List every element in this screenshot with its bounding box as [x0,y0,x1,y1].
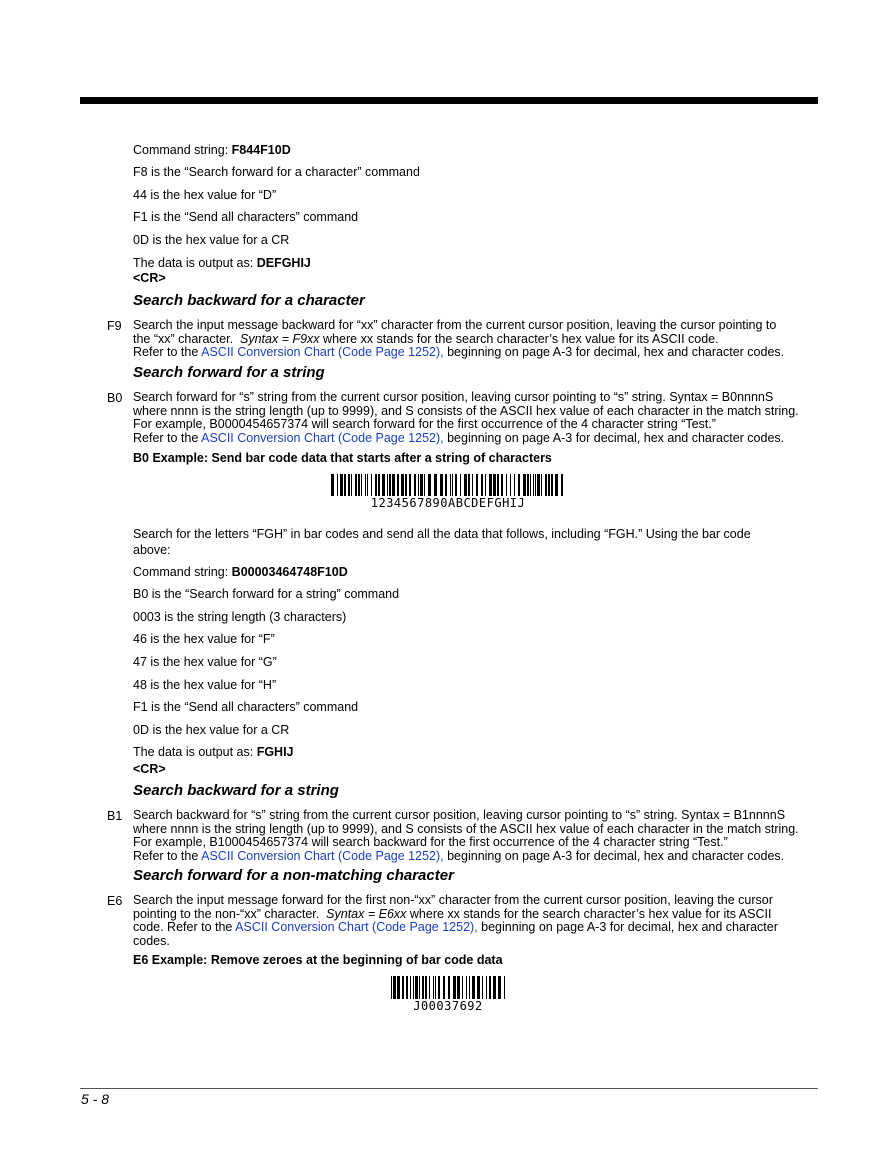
barcode-bar [401,474,404,496]
section-paragraph [133,391,818,445]
barcode-bar [409,474,411,496]
explanation-line: 46 is the hex value for “F” [133,632,275,646]
barcode-bar [340,474,343,496]
barcode-bar [523,474,526,496]
paragraph-line: pointing to the non-“xx” character. Syntax = E6xx where xx stands for the search character’s hex value for its ASCII [133,906,772,921]
barcode-bar [466,976,467,999]
barcode-bar [486,976,487,999]
barcode-bar [337,474,338,496]
explanation-line: 0D is the hex value for a CR [133,723,290,737]
paragraph-line: Search the input message backward for “xx” character from the current cursor position, leaving the cursor pointing to [133,318,777,332]
barcode-bar [477,976,480,999]
explanation-line: 0D is the hex value for a CR [133,233,290,247]
barcode-image [391,976,505,1013]
paragraph-line: where nnnn is the string length (up to 9999), and S consists of the ASCII hex value of each character in the match string. [133,403,799,418]
barcode-image [331,474,565,510]
command-code: B1 [107,809,123,823]
explanation-line: 44 is the hex value for “D” [133,188,277,202]
paragraph-line: Search forward for “s” string from the current cursor position, leaving cursor pointing to “s” string. Syntax = B0nnnnS [133,390,774,404]
barcode-bar [497,474,499,496]
section-heading: Search forward for a string [133,364,325,381]
output-line [133,745,294,759]
barcode-bar [482,976,483,999]
paragraph-line: Refer to the ASCII Conversion Chart (Code Page 1252), beginning on page A-3 for decimal, hex and character codes. [133,430,785,445]
barcode-bar [453,976,456,999]
barcode-bar [378,474,380,496]
barcode-bar [351,474,352,496]
example-title: B0 Example: Send bar code data that starts after a string of characters [133,451,552,465]
paragraph-line: codes. [133,933,170,948]
barcode-bar [472,474,473,496]
barcode-bar [551,474,553,496]
command-code: E6 [107,894,123,908]
barcode-bar [448,976,450,999]
barcode-bar [331,474,334,496]
output-cr [133,762,166,776]
barcode-bar [415,976,418,999]
barcode-bar [392,474,395,496]
explanation-line: 0003 is the string length (3 characters) [133,610,347,624]
barcode-bar [429,976,430,999]
output-value: FGHIJ [256,745,294,759]
barcode-bar [501,474,503,496]
barcode-bar [469,976,470,999]
barcode-bar [530,474,531,496]
explanation-line: F8 is the “Search forward for a character” command [133,165,420,179]
output-value: DEFGHIJ [256,256,311,270]
barcode-bar [422,976,424,999]
barcode-bar [545,474,547,496]
barcode-bar [418,474,419,496]
paragraph-line: Refer to the ASCII Conversion Chart (Code Page 1252), beginning on page A-3 for decimal, hex and character codes. [133,848,785,863]
barcode-bar [393,976,396,999]
barcode-bar [489,474,492,496]
explanation-line: B0 is the “Search forward for a string” command [133,587,400,601]
header-rule [80,97,818,104]
barcode-bar [402,976,404,999]
paragraph-line: Search the input message forward for the first non-“xx” character from the current cursor position, leaving the cursor [133,893,773,907]
command-label: Command string: [133,565,229,579]
paragraph-line: Search backward for “s” string from the current cursor position, leaving cursor pointing to “s” string. Syntax = B1nnnnS [133,808,786,822]
barcode-bar [375,474,377,496]
barcode-bar [438,976,440,999]
syntax-text: Syntax = F9xx [240,331,320,346]
paragraph-line: where nnnn is the string length (up to 9999), and S consists of the ASCII hex value of each character in the match string. [133,821,799,836]
paragraph-line: the “xx” character. Syntax = F9xx where xx stands for the search character’s hex value for its ASCII code. [133,331,719,346]
footer-rule [80,1088,818,1089]
output-label: The data is output as: [133,256,254,270]
barcode-bar [537,474,540,496]
explanation-line: F1 is the “Send all characters” command [133,700,359,714]
barcode-bar [504,976,505,999]
barcode-bars [331,474,565,496]
barcode-bar [457,976,460,999]
barcode-bar [355,474,357,496]
barcode-text: J00037692 [413,999,483,1013]
explanation-line: 48 is the hex value for “H” [133,678,277,692]
barcode-bar [485,474,486,496]
section-paragraph [133,319,818,360]
explanation-line: F1 is the “Send all characters” command [133,210,359,224]
ascii-chart-link[interactable]: ASCII Conversion Chart (Code Page 1252), [201,430,444,445]
output-cr [133,271,166,285]
paragraph-line: For example, B1000454657374 will search backward for the first occurrence of the 4 character string “Test.” [133,835,728,849]
barcode-bar [533,474,534,496]
barcode-bar [434,474,437,496]
barcode-bar [414,474,416,496]
barcode-bar [382,474,385,496]
barcode-bar [344,474,346,496]
barcode-bar [397,976,400,999]
barcode-bar [561,474,563,496]
barcode-bar [518,474,520,496]
page-number: 5 - 8 [81,1091,110,1107]
barcode-bar [410,976,411,999]
syntax-text: Syntax = E6xx [326,906,407,921]
paragraph-line: For example, B0000454657374 will search forward for the first occurrence of the 4 character string “Test.” [133,417,716,431]
barcode-bar [506,474,507,496]
barcode-bar [391,976,392,999]
barcode-bar [527,474,529,496]
barcode-bar [510,474,511,496]
paragraph-line: code. Refer to the ASCII Conversion Chart (Code Page 1252), beginning on page A-3 for decimal, hex and character [133,920,778,934]
barcode-bar [435,976,436,999]
barcode-bar [389,474,391,496]
command-value: F844F10D [231,143,291,157]
barcode-bar [443,976,445,999]
barcode-bar [541,474,542,496]
section-heading: Search backward for a string [133,782,339,799]
barcode-bar [514,474,515,496]
command-code: B0 [107,391,123,405]
barcode-bar [450,474,451,496]
barcode-bar [420,474,423,496]
paragraph-line: above: [133,543,171,557]
barcode-bar [440,474,443,496]
example-description [133,526,818,558]
barcode-bar [535,474,536,496]
ascii-chart-link[interactable]: ASCII Conversion Chart (Code Page 1252), [201,345,444,359]
barcode-text: 1234567890ABCDEFGHIJ [370,496,526,510]
barcode-bar [424,474,425,496]
barcode-bar [455,474,457,496]
barcode-bars [391,976,505,999]
barcode-bar [489,976,491,999]
barcode-bar [555,474,558,496]
barcode-bar [493,976,496,999]
barcode-bar [464,474,467,496]
output-line [133,256,311,270]
barcode-bar [413,976,414,999]
command-code: F9 [107,319,122,333]
cr-value: <CR> [133,762,166,776]
command-value: B00003464748F10D [231,565,348,579]
barcode-bar [397,474,399,496]
barcode-bar [348,474,350,496]
cr-value: <CR> [133,271,166,285]
barcode-bar [462,976,463,999]
barcode-bar [367,474,368,496]
command-label: Command string: [133,143,229,157]
barcode-bar [428,474,431,496]
ascii-chart-link[interactable]: ASCII Conversion Chart (Code Page 1252), [235,920,478,934]
command-string-line [133,565,348,579]
explanation-line: 47 is the hex value for “G” [133,655,277,669]
barcode-bar [387,474,388,496]
section-paragraph [133,809,818,863]
section-heading: Search backward for a character [133,292,365,309]
barcode-bar [498,976,501,999]
example-title: E6 Example: Remove zeroes at the beginning of bar code data [133,953,503,967]
section-paragraph [133,894,818,948]
barcode-bar [481,474,483,496]
barcode-bar [472,976,475,999]
barcode-bar [468,474,470,496]
paragraph-line: Search for the letters “FGH” in bar codes and send all the data that follows, including “FGH.” Using the bar code [133,527,751,541]
barcode-bar [476,474,478,496]
barcode-bar [425,976,427,999]
barcode-bar [548,474,550,496]
barcode-bar [419,976,420,999]
barcode-bar [405,474,407,496]
barcode-bar [361,474,362,496]
barcode-bar [493,474,496,496]
paragraph-line: Refer to the ASCII Conversion Chart (Code Page 1252), beginning on page A-3 for decimal, hex and character codes. [133,345,785,359]
barcode-bar [406,976,408,999]
barcode-bar [445,474,447,496]
barcode-bar [365,474,366,496]
barcode-bar [452,474,453,496]
ascii-chart-link[interactable]: ASCII Conversion Chart (Code Page 1252), [201,848,444,863]
barcode-bar [358,474,360,496]
command-string-line [133,143,291,157]
barcode-bar [433,976,434,999]
output-label: The data is output as: [133,745,254,759]
section-heading: Search forward for a non-matching character [133,867,454,884]
barcode-bar [371,474,372,496]
barcode-bar [460,474,461,496]
